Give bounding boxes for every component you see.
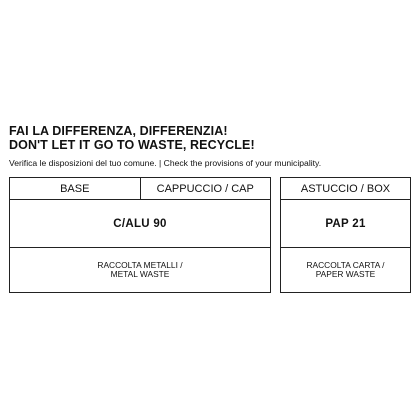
metal-recycling-table <box>9 177 271 293</box>
disposal-paper-line1: RACCOLTA CARTA / <box>306 259 385 270</box>
material-code-paper: PAP 21 <box>281 200 410 248</box>
municipality-note: Verifica le disposizioni del tuo comune. | Check the provisions of your municipality. <box>9 158 322 168</box>
recycling-headline <box>9 124 255 152</box>
material-code-metal: C/ALU 90 <box>10 200 270 248</box>
headline-english: DON'T LET IT GO TO WASTE, RECYCLE! <box>9 138 255 152</box>
component-header-row <box>10 178 270 200</box>
disposal-paper <box>281 248 410 292</box>
headline-italian: FAI LA DIFFERENZA, DIFFERENZIA! <box>9 124 228 138</box>
header-cap: CAPPUCCIO / CAP <box>140 178 271 199</box>
disposal-metal-line2: METAL WASTE <box>110 269 170 279</box>
disposal-paper-line2: PAPER WASTE <box>315 269 376 279</box>
box-header-row <box>281 178 410 200</box>
paper-recycling-table <box>280 177 411 293</box>
header-base: BASE <box>60 182 90 195</box>
disposal-metal-line1: RACCOLTA METALLI / <box>97 259 183 270</box>
disposal-metal <box>10 248 270 292</box>
header-box: ASTUCCIO / BOX <box>300 182 391 195</box>
